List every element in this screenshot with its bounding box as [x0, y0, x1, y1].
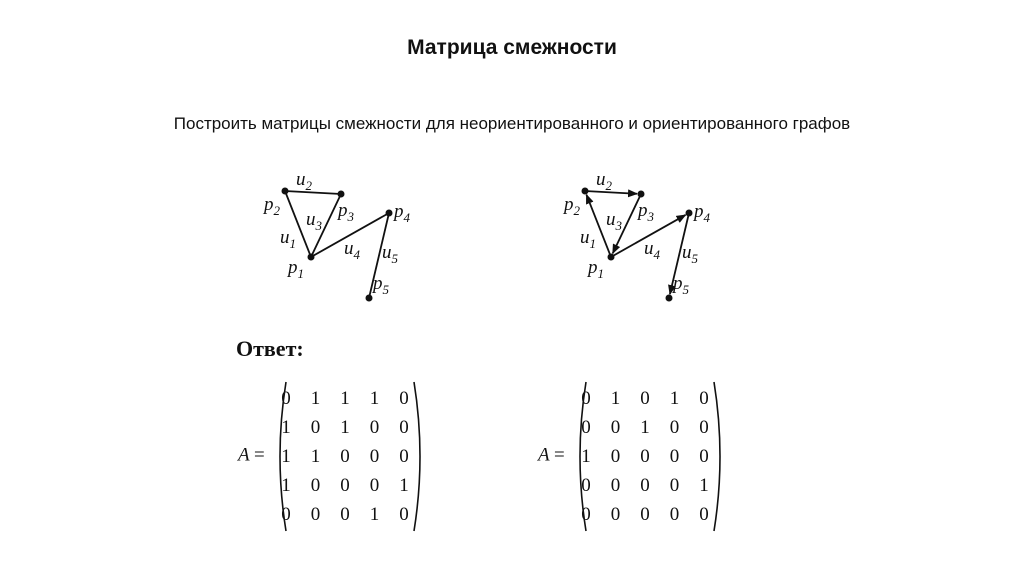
matrix-cell: 1	[581, 446, 591, 467]
edge-label-u3: $u_3$	[606, 209, 622, 233]
matrix-cell: 0	[640, 446, 650, 467]
edge-label-u2: $u_2$	[296, 169, 312, 193]
matrix-cell: 0	[310, 504, 321, 525]
matrix-cell: 0	[310, 475, 321, 496]
matrix-cell: 0	[581, 417, 591, 438]
matrix-cell: 0	[699, 504, 709, 525]
matrix-cell: 0	[699, 446, 709, 467]
vertex-label-p1: $p_1$	[588, 257, 604, 281]
matrix-cell: 1	[310, 388, 321, 409]
edge-u2	[285, 191, 341, 194]
matrix-cell: 0	[340, 504, 350, 525]
matrix-cell: 0	[610, 504, 621, 525]
matrix-name: A	[538, 444, 550, 466]
vertex-label-p3: $p_3$	[338, 200, 354, 224]
directed-graph	[558, 160, 738, 310]
vertex-p2	[582, 188, 589, 195]
matrix-cell: 0	[640, 475, 650, 496]
matrix-cell: 0	[699, 388, 709, 409]
vertex-p2	[282, 188, 289, 195]
matrix-cell: 1	[610, 388, 621, 409]
right-bracket	[714, 382, 720, 531]
matrix-cell: 1	[369, 504, 380, 525]
matrix-cell: 0	[640, 504, 650, 525]
matrix-cell: 0	[369, 446, 380, 467]
edge-label-u5: $u_5$	[682, 242, 698, 266]
matrix-cell: 1	[340, 417, 350, 438]
matrix-cell: 1	[399, 475, 409, 496]
matrix-name: A	[238, 444, 250, 466]
edge-label-u1: $u_1$	[580, 227, 596, 251]
vertex-p5	[366, 295, 373, 302]
answer-label: Ответ:	[236, 336, 304, 361]
matrix-cell: 0	[699, 417, 709, 438]
matrix-cell: 0	[669, 446, 680, 467]
equals-sign: =	[554, 444, 565, 466]
adjacency-matrix-directed	[534, 374, 734, 524]
matrix-cell: 1	[281, 417, 291, 438]
matrix-cell: 1	[369, 388, 380, 409]
matrix-cell: 0	[340, 446, 350, 467]
vertex-label-p2: $p_2$	[564, 194, 580, 218]
matrix-cell: 0	[669, 475, 680, 496]
matrix-cell: 0	[369, 475, 380, 496]
matrix-cell: 0	[369, 417, 380, 438]
matrix-cell: 0	[610, 446, 621, 467]
matrix-cell: 0	[581, 475, 591, 496]
matrix-cell: 0	[340, 475, 350, 496]
vertex-label-p5: $p_5$	[373, 273, 389, 297]
matrix-cell: 1	[340, 388, 350, 409]
vertex-label-p1: $p_1$	[288, 257, 304, 281]
matrix-cell: 0	[610, 475, 621, 496]
vertex-label-p4: $p_4$	[694, 201, 710, 225]
matrix-cell: 1	[281, 475, 291, 496]
vertex-p3	[338, 191, 345, 198]
undirected-graph	[258, 160, 438, 310]
vertex-p4	[386, 210, 393, 217]
edge-label-u4: $u_4$	[644, 238, 660, 262]
matrix-cell: 0	[310, 417, 321, 438]
matrix-cell: 0	[281, 504, 291, 525]
edge-label-u1: $u_1$	[280, 227, 296, 251]
vertex-p5	[666, 295, 673, 302]
matrix-cell: 0	[581, 388, 591, 409]
matrix-cell: 1	[281, 446, 291, 467]
vertex-p3	[638, 191, 645, 198]
matrix-cell: 1	[640, 417, 650, 438]
slide-title: Матрица смежности	[407, 36, 617, 59]
vertex-p4	[686, 210, 693, 217]
edge-label-u5: $u_5$	[382, 242, 398, 266]
matrix-cell: 1	[699, 475, 709, 496]
task-text: Построить матрицы смежности для неориентированного и ориентированного графов	[173, 114, 851, 133]
vertex-label-p3: $p_3$	[638, 200, 654, 224]
matrix-cell: 1	[669, 388, 680, 409]
edge-label-u4: $u_4$	[344, 238, 360, 262]
vertex-label-p2: $p_2$	[264, 194, 280, 218]
right-bracket	[414, 382, 420, 531]
edge-label-u3: $u_3$	[306, 209, 322, 233]
matrix-cell: 1	[310, 446, 321, 467]
matrix-cell: 0	[581, 504, 591, 525]
matrix-cell: 0	[669, 504, 680, 525]
matrix-cell: 0	[399, 446, 409, 467]
vertex-label-p4: $p_4$	[394, 201, 410, 225]
edge-label-u2: $u_2$	[596, 169, 612, 193]
vertex-p1	[608, 254, 615, 261]
matrix-cell: 0	[399, 504, 409, 525]
vertex-p1	[308, 254, 315, 261]
matrix-cell: 0	[669, 417, 680, 438]
adjacency-matrix-undirected	[234, 374, 434, 524]
matrix-cell: 0	[640, 388, 650, 409]
equals-sign: =	[254, 444, 265, 466]
matrix-cell: 0	[399, 388, 409, 409]
vertex-label-p5: $p_5$	[673, 273, 689, 297]
matrix-cell: 0	[399, 417, 409, 438]
matrix-cell: 0	[610, 417, 621, 438]
matrix-cell: 0	[281, 388, 291, 409]
